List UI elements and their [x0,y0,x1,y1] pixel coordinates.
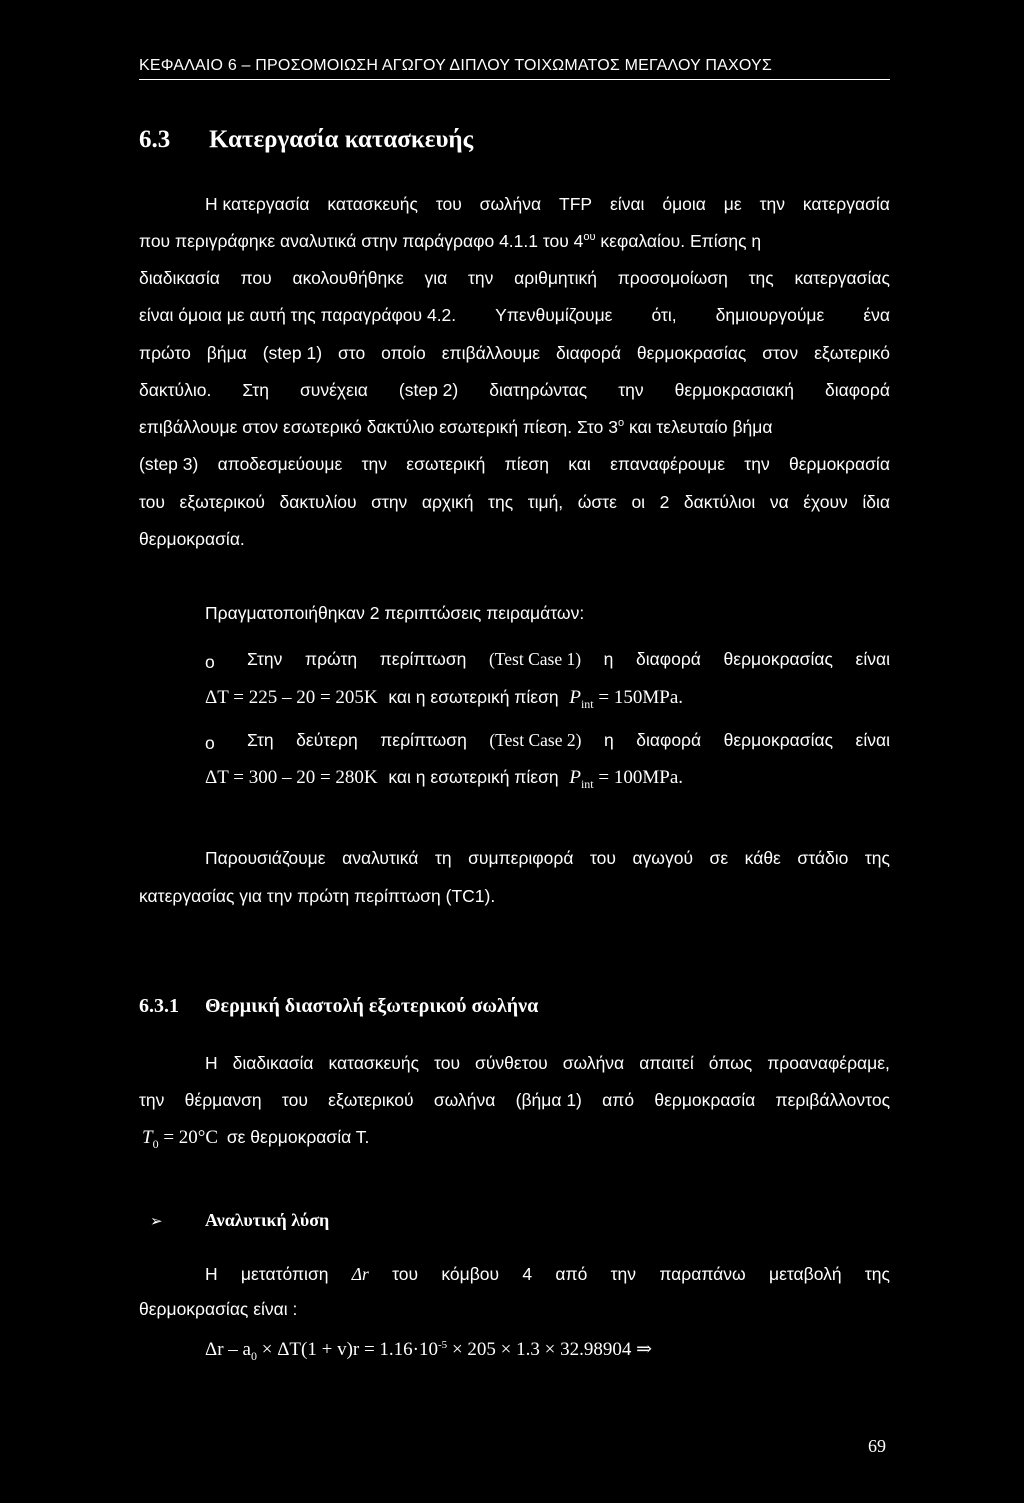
case2-p-value: = 100MPa [598,767,679,788]
t0-value: = 20°C [163,1127,219,1148]
case2-p-sub: int [580,777,594,791]
subsection-heading [139,995,538,1018]
t0-subscript: 0 [152,1137,159,1151]
para2-line2: κατεργασίας για την πρώτη περίπτωση (TC1). [139,886,496,906]
section-heading [139,126,473,154]
analytic-line2: θερμοκρασίας είναι : [139,1299,298,1319]
para1-line9: του εξωτερικού δακτυλίου στην αρχική της τιμή, ώστε οι 2 δακτύλιοι να έχουν ίδια [139,492,890,512]
case1-line1: Στην πρώτη περίπτωση (Test Case 1) η διαφορά θερμοκρασίας είναι [247,649,890,669]
case2-equation: ΔT = 300 – 20 = 280K και η εσωτερική πίεση $P_{int} = 100MPa$. [205,767,683,791]
para3-line3-text: σε θερμοκρασία Τ. [226,1127,370,1147]
para1-line7: επιβάλλουμε στον εσωτερικό δακτύλιο εσωτερική πίεση. Στο $3^o$ και τελευταίο βήμα [139,417,773,437]
cases-intro: Πραγματοποιήθηκαν 2 περιπτώσεις πειραμάτων: [205,603,585,623]
subsection-number: 6.3.1 [139,995,179,1017]
para1-line10: θερμοκρασία. [139,529,245,549]
section-title: Κατεργασία κατασκευής [209,126,474,153]
case2-p: P [569,767,581,788]
chapter-header: ΚΕΦΑΛΑΙΟ 6 – ΠΡΟΣΟΜΟΙΩΣΗ ΑΓΩΓΟΥ ΔΙΠΛΟΥ ΤΟΙΧΩΜΑΤΟΣ ΜΕΓΑΛΟΥ ΠΑΧΟΥΣ [139,57,772,74]
case2-mid-text: και η εσωτερική πίεση [388,767,559,787]
case1-equation: ΔT = 225 – 20 = 205K και η εσωτερική πίεση $P_{int} = 150MPa$. [205,687,683,711]
case2-delta-t: ΔT = 300 – 20 = 280K [205,767,378,788]
para1-line1: Η κατεργασία κατασκευής του σωλήνα TFP είναι όμοια με την κατεργασία [205,194,890,214]
t0-symbol: T [142,1127,153,1148]
para3-line2: την θέρμανση του εξωτερικού σωλήνα (βήμα 1) από θερμοκρασία περιβάλλοντος [139,1090,890,1110]
para3-line1: Η διαδικασία κατασκευής του σύνθετου σωλήνα απαιτεί όπως προαναφέραμε, [205,1053,890,1073]
case1-bullet: o [205,652,215,672]
analytic-title: Αναλυτική λύση [205,1210,330,1230]
case2-line1: Στη δεύτερη περίπτωση (Test Case 2) η διαφορά θερμοκρασίας είναι [247,730,890,750]
section-number: 6.3 [139,126,171,153]
case1-p-sub: int [580,697,594,711]
para1-line3: διαδικασία που ακολουθήθηκε για την αριθμητική προσομοίωση της κατεργασίας [139,268,890,288]
case1-p: P [569,687,581,708]
case1-delta-t: ΔT = 225 – 20 = 205K [205,687,378,708]
case1-mid-text: και η εσωτερική πίεση [388,687,559,707]
para1-line6: δακτύλιο. Στη συνέχεια (step 2) διατηρώντας την θερμοκρασιακή διαφορά [139,380,890,400]
case1-p-value: = 150MPa [598,687,679,708]
para3-line3 [142,1126,369,1149]
subsection-title: Θερμική διαστολή εξωτερικού σωλήνα [205,995,539,1017]
para1-line4: είναι όμοια με αυτή της παραγράφου 4.2. Υπενθυμίζουμε ότι, δημιουργούμε ένα [139,305,890,325]
arrow-bullet-icon: ➢ [150,1212,163,1230]
header-rule [139,79,890,80]
analytic-line1: Η μετατόπιση Δr του κόμβου 4 από την παραπάνω μεταβολή της [205,1264,890,1284]
case2-bullet: o [205,733,215,753]
analytic-equation: $\Delta r - a_0 \times \Delta T(1 + v)r = 1.16\cdot 10^{-5} \times 205 \times 1.3 \times 32.98904$ ⇒ [205,1339,653,1363]
para1-line5: πρώτο βήμα (step 1) στο οποίο επιβάλλουμε διαφορά θερμοκρασίας στον εξωτερικό [139,343,890,363]
para2-line1: Παρουσιάζουμε αναλυτικά τη συμπεριφορά του αγωγού σε κάθε στάδιο της [205,848,890,868]
page-number: 69 [868,1436,886,1456]
para1-line2: που περιγράφηκε αναλυτικά στην παράγραφο 4.1.1 του $4^{o\upsilon}$ κεφαλαίου. Επίσης η [139,231,762,251]
para1-line8: (step 3) αποδεσμεύουμε την εσωτερική πίεση και επαναφέρουμε την θερμοκρασία [139,454,890,474]
